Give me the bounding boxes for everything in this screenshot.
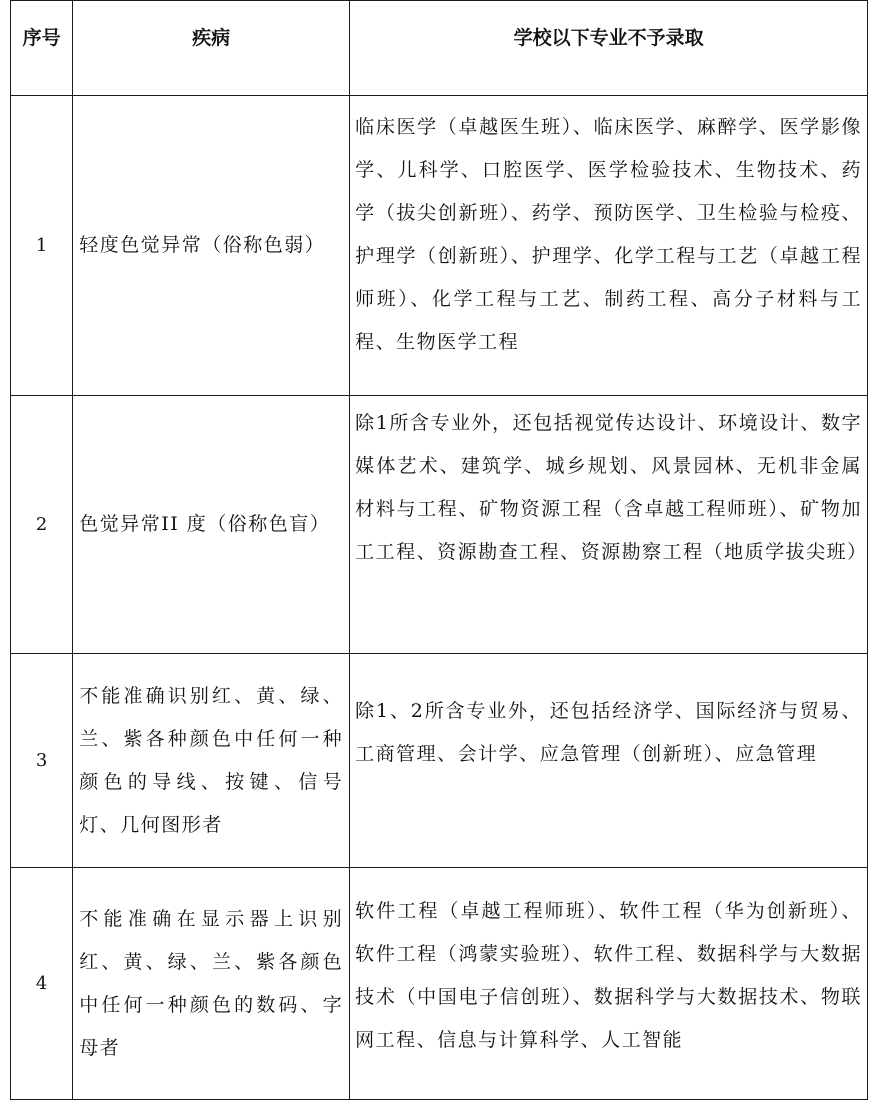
header-disease: 疾病 <box>73 1 350 96</box>
row-serial-number: 2 <box>11 396 73 654</box>
row-restricted-majors: 临床医学（卓越医生班）、临床医学、麻醉学、医学影像学、儿科学、口腔医学、医学检验技术、生物技术、药学（拔尖创新班）、药学、预防医学、卫生检验与检疫、护理学（创新班）、护理学、化学工程与工艺（卓越工程师班）、化学工程与工艺、制药工程、高分子材料与工程、生物医学工程 <box>350 96 868 396</box>
row-disease: 轻度色觉异常（俗称色弱） <box>73 96 350 396</box>
row-restricted-majors: 除1所含专业外，还包括视觉传达设计、环境设计、数字媒体艺术、建筑学、城乡规划、风景园林、无机非金属材料与工程、矿物资源工程（含卓越工程师班）、矿物加工工程、资源勘查工程、资源勘察工程（地质学拔尖班） <box>350 396 868 654</box>
row-disease: 不能准确识别红、黄、绿、兰、紫各种颜色中任何一种颜色的导线、按键、信号灯、几何图形者 <box>73 654 350 868</box>
row-serial-number: 3 <box>11 654 73 868</box>
header-restricted-majors: 学校以下专业不予录取 <box>350 1 868 96</box>
row-disease: 不能准确在显示器上识别红、黄、绿、兰、紫各颜色中任何一种颜色的数码、字母者 <box>73 868 350 1100</box>
row-restricted-majors: 除1、2所含专业外，还包括经济学、国际经济与贸易、工商管理、会计学、应急管理（创新班）、应急管理 <box>350 654 868 868</box>
header-serial-number: 序号 <box>11 1 73 96</box>
admission-restriction-table <box>10 0 868 1100</box>
table-row <box>11 654 868 868</box>
row-serial-number: 1 <box>11 96 73 396</box>
row-disease: 色觉异常II 度（俗称色盲） <box>73 396 350 654</box>
header-row <box>11 1 868 96</box>
table-row <box>11 396 868 654</box>
row-serial-number: 4 <box>11 868 73 1100</box>
table-row <box>11 96 868 396</box>
row-restricted-majors: 软件工程（卓越工程师班）、软件工程（华为创新班）、软件工程（鸿蒙实验班）、软件工程、数据科学与大数据技术（中国电子信创班）、数据科学与大数据技术、物联网工程、信息与计算科学、人工智能 <box>350 868 868 1100</box>
table-row <box>11 868 868 1100</box>
